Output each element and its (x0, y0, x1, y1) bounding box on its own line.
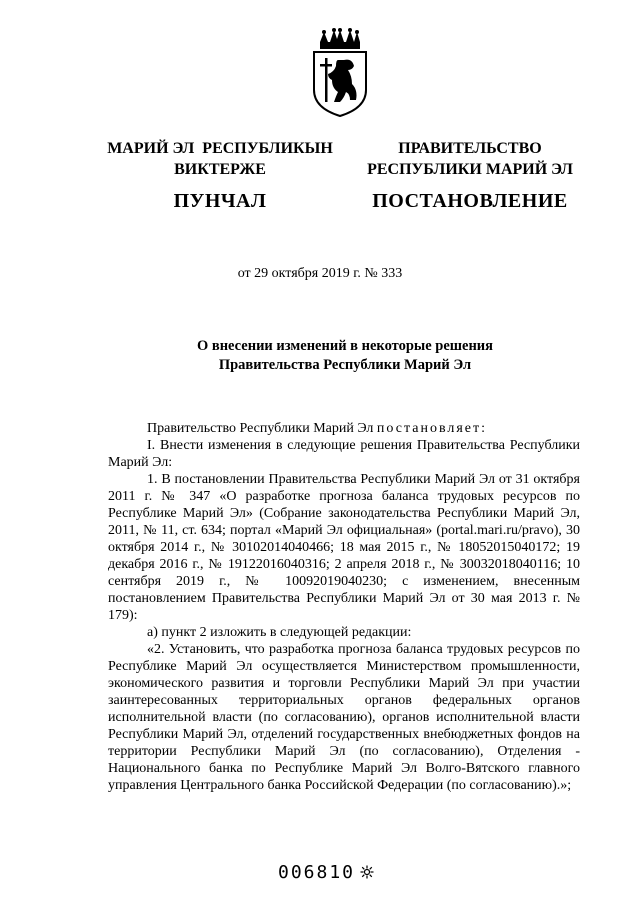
header-right-line1: ПРАВИТЕЛЬСТВО (398, 140, 542, 157)
paragraph-section-1: I. Внести изменения в следующие решения Правительства Республики Марий Эл: (108, 438, 580, 470)
header-right-block (360, 138, 580, 212)
title-line1: О внесении изменений в некоторые решения (196, 338, 494, 354)
preamble-decree-word: постановляет: (376, 421, 488, 436)
document-date-number: от 29 октября 2019 г. № 333 (237, 266, 403, 281)
paragraph-item-1: 1. В постановлении Правительства Республики Марий Эл от 31 октября 2011 г. № 347 «О разработке прогноза баланса трудовых ресурсов по Республике Марий Эл» (Собрание законодательства Республики Марий Эл, 2011, № 11, ст. 634; портал «Марий Эл официальная» (portal.mari.ru/pravo), 30 октября 2014 г., № 30102014040466; 18 мая 2015 г., № 18052015040172; 19 декабря 2016 г., № 19122016040316; 2 апреля 2018 г., № 30032018040116; 10 сентября 2019 г., № 10092019040230; с изменением, внесенным постановлением Правительства Республики Марий Эл от 30 мая 2013 г. № 179): (108, 472, 580, 623)
coat-of-arms-icon (304, 28, 376, 118)
asterisk-mark-icon (360, 865, 374, 879)
header-left-doc-type: ПУНЧАЛ (173, 190, 267, 212)
title-line2: Правительства Республики Марий Эл (218, 357, 472, 373)
paragraph-preamble (108, 420, 580, 437)
paragraph-quoted-item-2: «2. Установить, что разработка прогноза баланса трудовых ресурсов по Республике Марий Эл осуществляется Министерством промышленности, экономического развития и торговли Республики Марий Эл при участии заинтересованных территориальных органов федеральных органов исполнительной власти (по согласованию), органов исполнительной власти Республики Марий Эл, отделений государственных внебюджетных фондов на территории Республики Марий Эл (по согласованию), Отделения - Национального банка по Республике Марий Эл Волго-Вятского главного управления Центрального банка Российской Федерации (по согласованию).»; (108, 642, 580, 793)
header-left-block (100, 138, 340, 212)
document-body (108, 420, 580, 794)
header-left-line1: МАРИЙ ЭЛ РЕСПУБЛИКЫН (107, 140, 333, 157)
header-right-line2: РЕСПУБЛИКИ МАРИЙ ЭЛ (367, 161, 573, 178)
footer-serial-number: 006810 (278, 862, 356, 883)
header-right-doc-type: ПОСТАНОВЛЕНИЕ (372, 190, 568, 212)
paragraph-subitem-a: а) пункт 2 изложить в следующей редакции: (147, 625, 412, 640)
header-left-line2: ВИКТЕРЖЕ (174, 161, 266, 178)
document-title (100, 337, 590, 375)
preamble-text: Правительство Республики Марий Эл (147, 421, 377, 436)
